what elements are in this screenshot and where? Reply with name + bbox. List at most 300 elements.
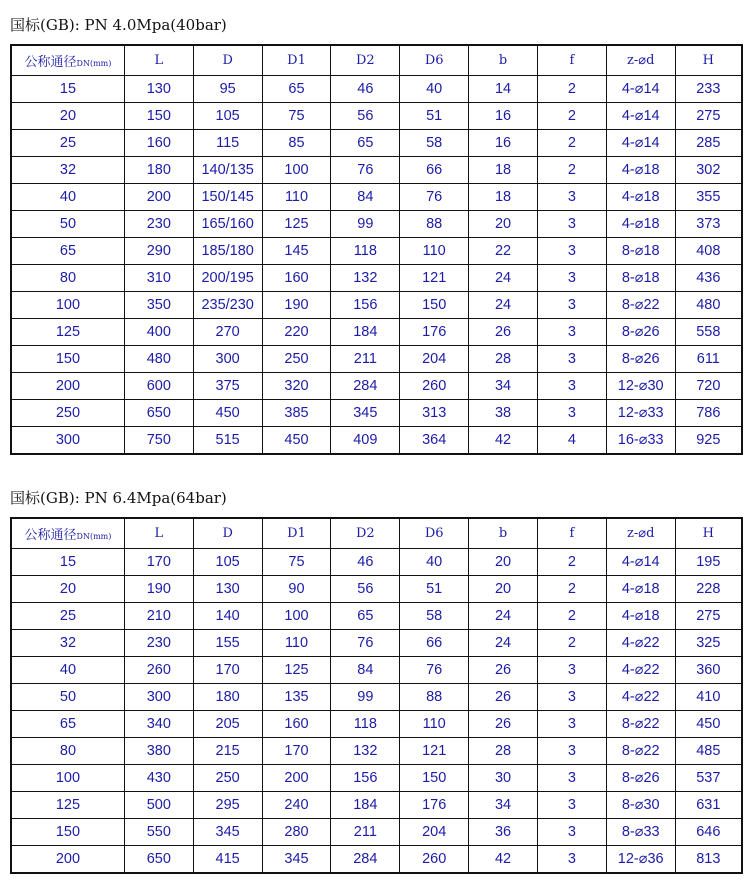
table-cell: 80 xyxy=(11,738,124,765)
table-cell: 30 xyxy=(469,765,538,792)
spec-table-pn40 xyxy=(10,44,743,455)
table-cell: 145 xyxy=(262,238,331,265)
table-cell: 115 xyxy=(193,130,262,157)
table-cell: 250 xyxy=(11,400,124,427)
table-cell: 3 xyxy=(537,711,606,738)
table-cell: 290 xyxy=(124,238,193,265)
table-cell: 925 xyxy=(675,427,742,455)
column-header xyxy=(11,518,124,549)
table-cell: 100 xyxy=(11,292,124,319)
table-cell: 12-⌀36 xyxy=(606,846,675,874)
table-cell: 200 xyxy=(11,846,124,874)
table-row xyxy=(11,319,742,346)
table-cell: 295 xyxy=(193,792,262,819)
table-row xyxy=(11,400,742,427)
table-cell: 408 xyxy=(675,238,742,265)
table-cell: 320 xyxy=(262,373,331,400)
table-cell: 355 xyxy=(675,184,742,211)
table-cell: 20 xyxy=(469,549,538,576)
table-cell: 18 xyxy=(469,184,538,211)
table-cell: 132 xyxy=(331,265,400,292)
table-cell: 275 xyxy=(675,603,742,630)
table-cell: 160 xyxy=(262,265,331,292)
table-cell: 184 xyxy=(331,319,400,346)
table-cell: 380 xyxy=(124,738,193,765)
table-row xyxy=(11,684,742,711)
column-header: D1 xyxy=(262,45,331,76)
column-header-label: 公称通径 xyxy=(24,528,77,543)
table-cell: 100 xyxy=(262,603,331,630)
table-cell: 36 xyxy=(469,819,538,846)
table-row xyxy=(11,427,742,455)
table-cell: 176 xyxy=(400,319,469,346)
table-cell: 16 xyxy=(469,103,538,130)
column-header: D1 xyxy=(262,518,331,549)
table-cell: 345 xyxy=(193,819,262,846)
table-row xyxy=(11,819,742,846)
table-row xyxy=(11,265,742,292)
table-cell: 8-⌀22 xyxy=(606,738,675,765)
table-cell: 364 xyxy=(400,427,469,455)
table-cell: 46 xyxy=(331,549,400,576)
table-cell: 135 xyxy=(262,684,331,711)
table-cell: 8-⌀26 xyxy=(606,765,675,792)
table-cell: 220 xyxy=(262,319,331,346)
table-cell: 200 xyxy=(11,373,124,400)
table-cell: 650 xyxy=(124,400,193,427)
table-cell: 51 xyxy=(400,576,469,603)
table-cell: 786 xyxy=(675,400,742,427)
table-cell: 125 xyxy=(11,319,124,346)
table-cell: 40 xyxy=(11,184,124,211)
table-cell: 50 xyxy=(11,211,124,238)
table-cell: 125 xyxy=(11,792,124,819)
table-cell: 3 xyxy=(537,400,606,427)
table-cell: 204 xyxy=(400,819,469,846)
table-cell: 76 xyxy=(400,657,469,684)
column-header: z-⌀d xyxy=(606,518,675,549)
table-cell: 436 xyxy=(675,265,742,292)
table-cell: 8-⌀22 xyxy=(606,711,675,738)
table-cell: 205 xyxy=(193,711,262,738)
table-cell: 4-⌀18 xyxy=(606,211,675,238)
table-cell: 88 xyxy=(400,211,469,238)
column-header: D2 xyxy=(331,518,400,549)
table-cell: 58 xyxy=(400,603,469,630)
table-cell: 233 xyxy=(675,76,742,103)
table-cell: 4-⌀18 xyxy=(606,576,675,603)
table-cell: 66 xyxy=(400,630,469,657)
table-cell: 4-⌀14 xyxy=(606,103,675,130)
table-cell: 155 xyxy=(193,630,262,657)
table-cell: 3 xyxy=(537,846,606,874)
table-cell: 26 xyxy=(469,657,538,684)
table-cell: 24 xyxy=(469,292,538,319)
table-cell: 2 xyxy=(537,576,606,603)
table-cell: 16 xyxy=(469,130,538,157)
table-cell: 15 xyxy=(11,549,124,576)
table-cell: 88 xyxy=(400,684,469,711)
table-cell: 40 xyxy=(400,549,469,576)
table-header xyxy=(11,518,742,549)
table-cell: 270 xyxy=(193,319,262,346)
column-header: H xyxy=(675,45,742,76)
table-cell: 2 xyxy=(537,603,606,630)
table-cell: 284 xyxy=(331,373,400,400)
column-header-label: 公称通径 xyxy=(24,55,77,70)
table-cell: 3 xyxy=(537,184,606,211)
table-cell: 121 xyxy=(400,265,469,292)
table-cell: 4 xyxy=(537,427,606,455)
table-cell: 76 xyxy=(331,630,400,657)
table-cell: 140 xyxy=(193,603,262,630)
table-cell: 20 xyxy=(469,211,538,238)
table-cell: 3 xyxy=(537,265,606,292)
table-cell: 3 xyxy=(537,684,606,711)
table-cell: 4-⌀22 xyxy=(606,630,675,657)
table-cell: 4-⌀18 xyxy=(606,157,675,184)
table-cell: 2 xyxy=(537,76,606,103)
table-cell: 302 xyxy=(675,157,742,184)
table-cell: 4-⌀14 xyxy=(606,549,675,576)
table-cell: 34 xyxy=(469,373,538,400)
column-header: D2 xyxy=(331,45,400,76)
section-caption-pn40: 国标(GB): PN 4.0Mpa(40bar) xyxy=(10,16,227,34)
table-row xyxy=(11,603,742,630)
table-cell: 8-⌀18 xyxy=(606,238,675,265)
table-cell: 76 xyxy=(400,184,469,211)
table-cell: 42 xyxy=(469,846,538,874)
table-cell: 95 xyxy=(193,76,262,103)
table-cell: 350 xyxy=(124,292,193,319)
spec-table-pn64 xyxy=(10,517,743,874)
table-cell: 558 xyxy=(675,319,742,346)
table-cell: 56 xyxy=(331,103,400,130)
table-cell: 611 xyxy=(675,346,742,373)
table-row xyxy=(11,792,742,819)
table-cell: 410 xyxy=(675,684,742,711)
table-cell: 480 xyxy=(675,292,742,319)
table-cell: 190 xyxy=(124,576,193,603)
table-cell: 156 xyxy=(331,292,400,319)
table-cell: 130 xyxy=(124,76,193,103)
table-cell: 65 xyxy=(262,76,331,103)
table-cell: 100 xyxy=(262,157,331,184)
table-row xyxy=(11,657,742,684)
table-row xyxy=(11,346,742,373)
table-row xyxy=(11,76,742,103)
table-cell: 80 xyxy=(11,265,124,292)
table-cell: 180 xyxy=(124,157,193,184)
table-cell: 118 xyxy=(331,238,400,265)
table-cell: 631 xyxy=(675,792,742,819)
column-header-unit: DN(mm) xyxy=(76,59,112,68)
table-cell: 25 xyxy=(11,130,124,157)
table-cell: 110 xyxy=(400,238,469,265)
table-cell: 99 xyxy=(331,684,400,711)
table-row xyxy=(11,103,742,130)
column-header: b xyxy=(469,518,538,549)
column-header: L xyxy=(124,45,193,76)
column-header: D xyxy=(193,45,262,76)
table-row xyxy=(11,373,742,400)
table-cell: 110 xyxy=(400,711,469,738)
table-cell: 360 xyxy=(675,657,742,684)
table-cell: 8-⌀26 xyxy=(606,346,675,373)
table-cell: 24 xyxy=(469,265,538,292)
table-cell: 160 xyxy=(262,711,331,738)
column-header: L xyxy=(124,518,193,549)
table-cell: 400 xyxy=(124,319,193,346)
table-cell: 300 xyxy=(11,427,124,455)
table-cell: 28 xyxy=(469,738,538,765)
table-cell: 204 xyxy=(400,346,469,373)
table-cell: 325 xyxy=(675,630,742,657)
table-cell: 2 xyxy=(537,130,606,157)
table-cell: 260 xyxy=(124,657,193,684)
table-cell: 170 xyxy=(193,657,262,684)
table-cell: 230 xyxy=(124,630,193,657)
table-cell: 176 xyxy=(400,792,469,819)
table-cell: 58 xyxy=(400,130,469,157)
table-cell: 32 xyxy=(11,157,124,184)
table-cell: 310 xyxy=(124,265,193,292)
table-cell: 2 xyxy=(537,157,606,184)
table-row xyxy=(11,576,742,603)
table-cell: 12-⌀33 xyxy=(606,400,675,427)
table-body xyxy=(11,549,742,874)
table-cell: 132 xyxy=(331,738,400,765)
table-cell: 195 xyxy=(675,549,742,576)
column-header-unit: DN(mm) xyxy=(76,532,112,541)
table-cell: 32 xyxy=(11,630,124,657)
table-cell: 110 xyxy=(262,630,331,657)
table-cell: 26 xyxy=(469,319,538,346)
table-body xyxy=(11,76,742,455)
section-caption-pn64: 国标(GB): PN 6.4Mpa(64bar) xyxy=(10,489,227,507)
table-cell: 180 xyxy=(193,684,262,711)
table-cell: 450 xyxy=(675,711,742,738)
table-cell: 385 xyxy=(262,400,331,427)
table-cell: 284 xyxy=(331,846,400,874)
table-cell: 750 xyxy=(124,427,193,455)
table-cell: 480 xyxy=(124,346,193,373)
table-cell: 65 xyxy=(11,711,124,738)
table-cell: 25 xyxy=(11,603,124,630)
table-cell: 375 xyxy=(193,373,262,400)
table-cell: 450 xyxy=(262,427,331,455)
table-cell: 170 xyxy=(262,738,331,765)
table-cell: 345 xyxy=(262,846,331,874)
table-cell: 75 xyxy=(262,103,331,130)
table-cell: 8-⌀18 xyxy=(606,265,675,292)
table-row xyxy=(11,846,742,874)
table-cell: 285 xyxy=(675,130,742,157)
table-row xyxy=(11,630,742,657)
table-cell: 8-⌀33 xyxy=(606,819,675,846)
table-header xyxy=(11,45,742,76)
table-cell: 24 xyxy=(469,603,538,630)
table-cell: 90 xyxy=(262,576,331,603)
table-cell: 200/195 xyxy=(193,265,262,292)
table-cell: 2 xyxy=(537,630,606,657)
table-cell: 250 xyxy=(193,765,262,792)
table-cell: 22 xyxy=(469,238,538,265)
table-cell: 130 xyxy=(193,576,262,603)
table-cell: 215 xyxy=(193,738,262,765)
table-cell: 20 xyxy=(11,103,124,130)
table-cell: 105 xyxy=(193,103,262,130)
table-cell: 537 xyxy=(675,765,742,792)
column-header: f xyxy=(537,45,606,76)
table-row xyxy=(11,765,742,792)
table-cell: 409 xyxy=(331,427,400,455)
table-cell: 14 xyxy=(469,76,538,103)
table-cell: 185/180 xyxy=(193,238,262,265)
table-cell: 150 xyxy=(400,765,469,792)
table-cell: 813 xyxy=(675,846,742,874)
column-header: b xyxy=(469,45,538,76)
table-cell: 66 xyxy=(400,157,469,184)
table-cell: 550 xyxy=(124,819,193,846)
table-cell: 3 xyxy=(537,657,606,684)
table-cell: 275 xyxy=(675,103,742,130)
table-cell: 50 xyxy=(11,684,124,711)
table-cell: 190 xyxy=(262,292,331,319)
table-cell: 650 xyxy=(124,846,193,874)
table-cell: 260 xyxy=(400,373,469,400)
column-header: D xyxy=(193,518,262,549)
table-cell: 340 xyxy=(124,711,193,738)
table-cell: 20 xyxy=(469,576,538,603)
column-header: D6 xyxy=(400,45,469,76)
table-cell: 150 xyxy=(11,819,124,846)
table-cell: 250 xyxy=(262,346,331,373)
table-cell: 34 xyxy=(469,792,538,819)
table-cell: 20 xyxy=(11,576,124,603)
table-cell: 76 xyxy=(331,157,400,184)
table-cell: 24 xyxy=(469,630,538,657)
table-cell: 240 xyxy=(262,792,331,819)
column-header xyxy=(11,45,124,76)
table-cell: 211 xyxy=(331,819,400,846)
table-row xyxy=(11,184,742,211)
table-cell: 3 xyxy=(537,346,606,373)
table-cell: 170 xyxy=(124,549,193,576)
table-cell: 200 xyxy=(262,765,331,792)
table-cell: 3 xyxy=(537,238,606,265)
table-cell: 51 xyxy=(400,103,469,130)
table-cell: 235/230 xyxy=(193,292,262,319)
table-cell: 515 xyxy=(193,427,262,455)
table-cell: 8-⌀22 xyxy=(606,292,675,319)
table-cell: 46 xyxy=(331,76,400,103)
table-cell: 500 xyxy=(124,792,193,819)
table-cell: 450 xyxy=(193,400,262,427)
table-cell: 3 xyxy=(537,738,606,765)
table-cell: 150/145 xyxy=(193,184,262,211)
table-cell: 228 xyxy=(675,576,742,603)
table-cell: 26 xyxy=(469,684,538,711)
table-cell: 184 xyxy=(331,792,400,819)
table-row xyxy=(11,211,742,238)
table-cell: 65 xyxy=(331,130,400,157)
table-row xyxy=(11,738,742,765)
table-cell: 110 xyxy=(262,184,331,211)
table-cell: 300 xyxy=(124,684,193,711)
table-cell: 8-⌀30 xyxy=(606,792,675,819)
table-cell: 4-⌀18 xyxy=(606,184,675,211)
table-cell: 3 xyxy=(537,373,606,400)
table-row xyxy=(11,292,742,319)
table-cell: 300 xyxy=(193,346,262,373)
table-cell: 3 xyxy=(537,765,606,792)
table-cell: 3 xyxy=(537,211,606,238)
table-cell: 75 xyxy=(262,549,331,576)
header-row xyxy=(11,518,742,549)
table-cell: 28 xyxy=(469,346,538,373)
table-cell: 3 xyxy=(537,819,606,846)
column-header: H xyxy=(675,518,742,549)
table-cell: 85 xyxy=(262,130,331,157)
table-cell: 40 xyxy=(11,657,124,684)
table-cell: 26 xyxy=(469,711,538,738)
table-cell: 84 xyxy=(331,657,400,684)
table-cell: 600 xyxy=(124,373,193,400)
table-cell: 12-⌀30 xyxy=(606,373,675,400)
table-row xyxy=(11,157,742,184)
table-cell: 200 xyxy=(124,184,193,211)
table-cell: 4-⌀22 xyxy=(606,657,675,684)
table-cell: 150 xyxy=(11,346,124,373)
table-cell: 160 xyxy=(124,130,193,157)
table-cell: 165/160 xyxy=(193,211,262,238)
table-cell: 3 xyxy=(537,292,606,319)
table-cell: 211 xyxy=(331,346,400,373)
table-cell: 100 xyxy=(11,765,124,792)
column-header: z-⌀d xyxy=(606,45,675,76)
header-row xyxy=(11,45,742,76)
table-cell: 3 xyxy=(537,319,606,346)
table-cell: 4-⌀22 xyxy=(606,684,675,711)
table-cell: 150 xyxy=(400,292,469,319)
table-cell: 15 xyxy=(11,76,124,103)
table-cell: 415 xyxy=(193,846,262,874)
table-cell: 345 xyxy=(331,400,400,427)
table-cell: 125 xyxy=(262,657,331,684)
table-cell: 121 xyxy=(400,738,469,765)
table-cell: 430 xyxy=(124,765,193,792)
table-cell: 125 xyxy=(262,211,331,238)
table-cell: 8-⌀26 xyxy=(606,319,675,346)
table-cell: 313 xyxy=(400,400,469,427)
table-cell: 140/135 xyxy=(193,157,262,184)
table-cell: 150 xyxy=(124,103,193,130)
table-cell: 4-⌀18 xyxy=(606,603,675,630)
table-cell: 210 xyxy=(124,603,193,630)
table-cell: 3 xyxy=(537,792,606,819)
table-cell: 65 xyxy=(331,603,400,630)
table-cell: 720 xyxy=(675,373,742,400)
table-row xyxy=(11,549,742,576)
table-cell: 373 xyxy=(675,211,742,238)
table-cell: 105 xyxy=(193,549,262,576)
table-cell: 646 xyxy=(675,819,742,846)
column-header: f xyxy=(537,518,606,549)
table-cell: 280 xyxy=(262,819,331,846)
table-row xyxy=(11,130,742,157)
table-row xyxy=(11,711,742,738)
